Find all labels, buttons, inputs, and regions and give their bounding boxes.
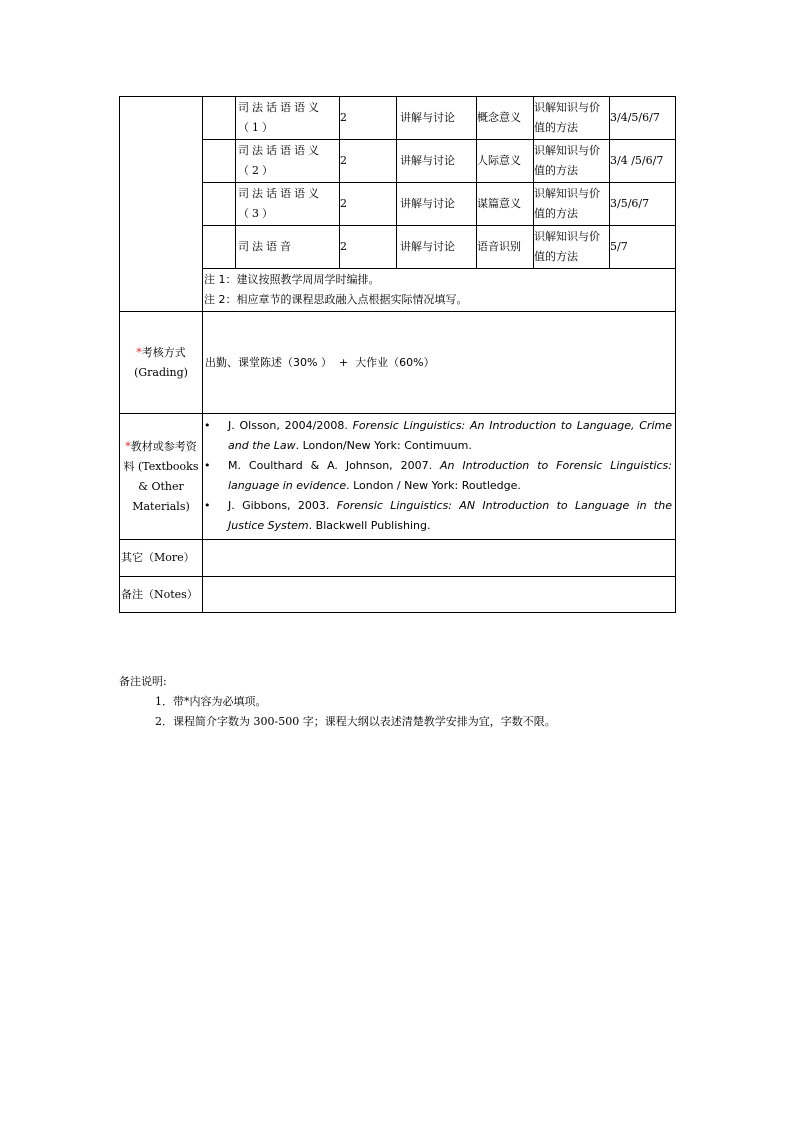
footnote-item: 1．带*内容为必填项。	[155, 695, 267, 708]
reference-item	[203, 416, 672, 456]
schedule-index-cell	[203, 183, 236, 226]
more-row	[120, 540, 676, 577]
grading-label-cell	[120, 312, 203, 414]
ideology-cell: 识解知识与价值的方法	[534, 183, 610, 226]
schedule-left-blank	[120, 97, 203, 312]
notes-row	[120, 577, 676, 613]
ref-title: Forensic Linguistics: An Introduction to Language, Crime and the Law	[228, 419, 672, 452]
point-cell: 人际意义	[477, 140, 534, 183]
materials-row	[120, 414, 676, 540]
ref-prefix: J. Gibbons, 2003.	[228, 499, 337, 512]
point-cell: 概念意义	[477, 97, 534, 140]
grading-row	[120, 312, 676, 414]
schedule-row	[120, 183, 676, 226]
more-label: 其它（More）	[120, 540, 203, 577]
ref-suffix: . London / New York: Routledge.	[346, 479, 521, 492]
footnote	[119, 672, 556, 732]
topic-cell: 司法语音	[236, 226, 340, 269]
grading-text-b: （30% ） + 大作业（60%）	[282, 355, 435, 369]
schedule-index-cell	[203, 226, 236, 269]
objective-code-cell: 3/5/6/7	[610, 183, 676, 226]
grading-label-en: (Grading)	[134, 365, 188, 379]
point-cell: 语音识别	[477, 226, 534, 269]
method-cell: 讲解与讨论	[397, 226, 477, 269]
schedule-row	[120, 226, 676, 269]
point-cell: 谋篇意义	[477, 183, 534, 226]
required-mark: *	[125, 439, 131, 453]
schedule-index-cell	[203, 140, 236, 183]
bullet-icon: •	[204, 499, 211, 512]
hours-cell: 2	[340, 183, 397, 226]
ref-suffix: . Blackwell Publishing.	[308, 519, 431, 532]
topic-cell: 司法话语语义（2）	[236, 140, 340, 183]
topic-cell: 司法话语语义（3）	[236, 183, 340, 226]
bullet-icon: •	[204, 419, 211, 432]
objective-code-cell: 3/4/5/6/7	[610, 97, 676, 140]
schedule-note-1: 注 1：建议按照教学周周学时编排。	[204, 273, 380, 286]
materials-refs	[203, 414, 676, 540]
ideology-cell: 识解知识与价值的方法	[534, 140, 610, 183]
hours-cell: 2	[340, 226, 397, 269]
notes-label: 备注（Notes）	[120, 577, 203, 613]
grading-label: 考核方式	[141, 345, 186, 359]
materials-label-en: (Textbooks & Other Materials)	[132, 459, 199, 513]
topic-cell: 司法话语语义（1）	[236, 97, 340, 140]
method-cell: 讲解与讨论	[397, 140, 477, 183]
syllabus-table	[119, 96, 676, 613]
footnote-item: 2．课程简介字数为 300-500 字；课程大纲以表述清楚教学安排为宜，字数不限。	[155, 715, 556, 728]
bullet-icon: •	[204, 459, 211, 472]
hours-cell: 2	[340, 140, 397, 183]
reference-item	[203, 496, 672, 536]
ref-prefix: M. Coulthard & A. Johnson, 2007.	[228, 459, 441, 472]
grading-value	[203, 312, 676, 414]
schedule-row	[120, 140, 676, 183]
objective-code-cell: 5/7	[610, 226, 676, 269]
ref-title: Forensic Linguistics: AN Introduction to Language in the Justice System	[228, 499, 672, 532]
schedule-notes	[203, 269, 676, 312]
schedule-note-2: 注 2：相应章节的课程思政融入点根据实际情况填写。	[204, 293, 468, 306]
materials-label: 教材或参考资料	[123, 439, 197, 473]
ref-prefix: J. Olsson, 2004/2008.	[228, 419, 353, 432]
objective-code-cell: 3/4 /5/6/7	[610, 140, 676, 183]
more-value	[203, 540, 676, 577]
hours-cell: 2	[340, 97, 397, 140]
ideology-cell: 识解知识与价值的方法	[534, 97, 610, 140]
grading-text-a: 出勤、课堂陈述	[205, 355, 282, 369]
method-cell: 讲解与讨论	[397, 183, 477, 226]
required-mark: *	[136, 345, 142, 359]
notes-value	[203, 577, 676, 613]
ideology-cell: 识解知识与价值的方法	[534, 226, 610, 269]
footnote-title: 备注说明:	[119, 675, 167, 688]
ref-title: An Introduction to Forensic Linguistics: language in evidence	[228, 459, 672, 492]
materials-label-cell	[120, 414, 203, 540]
reference-item	[203, 456, 672, 496]
schedule-row	[120, 97, 676, 140]
ref-suffix: . London/New York: Contimuum.	[295, 439, 472, 452]
schedule-index-cell	[203, 97, 236, 140]
method-cell: 讲解与讨论	[397, 97, 477, 140]
schedule-notes-row	[120, 269, 676, 312]
